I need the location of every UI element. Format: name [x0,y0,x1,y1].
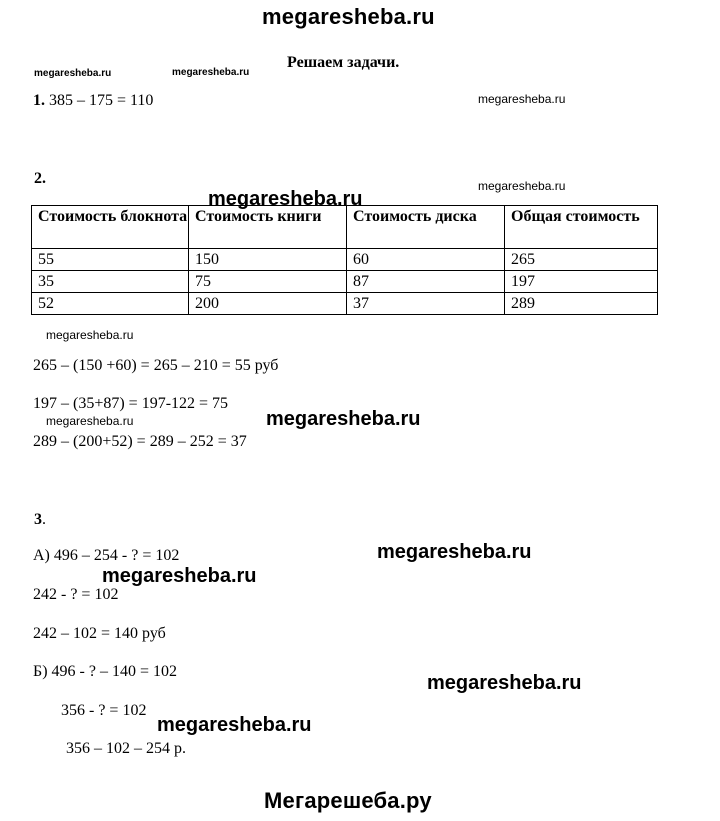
task3-number [34,511,46,529]
header-notebook-cost: Стоимость блокнота [32,206,189,249]
task3-line: А) 496 – 254 - ? = 102 [33,547,180,564]
table-cell: 75 [189,271,347,293]
table-row [32,271,658,293]
table-cell: 87 [347,271,505,293]
task3-number-dot: . [42,511,46,528]
task2-number: 2. [34,170,46,187]
table-cell: 35 [32,271,189,293]
task1-number: 1. [33,92,45,109]
task1 [33,92,153,110]
task1-text: 385 – 175 = 110 [49,92,154,109]
watermark: megaresheba.ru [102,565,257,587]
table-row [32,249,658,271]
footer-watermark: Мегарешеба.ру [264,788,432,813]
task2-line: 265 – (150 +60) = 265 – 210 = 55 руб [33,357,279,374]
watermark: megaresheba.ru [46,328,134,342]
watermark: megaresheba.ru [377,541,532,563]
watermark: megaresheba.ru [157,714,312,736]
table-cell: 60 [347,249,505,271]
watermark: megaresheba.ru [34,68,112,79]
table-row [32,293,658,315]
task3-line: 356 - ? = 102 [61,702,147,719]
task3-line: 242 - ? = 102 [33,586,119,603]
watermark: megaresheba.ru [427,672,582,694]
task3-number-digit: 3 [34,511,42,528]
header-book-cost: Стоимость книги [189,206,347,249]
table-cell: 200 [189,293,347,315]
table-cell: 265 [505,249,658,271]
watermark: megaresheba.ru [478,179,566,193]
cost-table [31,205,658,315]
task2-line: 289 – (200+52) = 289 – 252 = 37 [33,433,247,450]
task3-line: 242 – 102 = 140 руб [33,625,166,642]
table-cell: 52 [32,293,189,315]
page-title: Решаем задачи. [287,54,400,71]
table-header-row [32,206,658,249]
watermark: megaresheba.ru [266,408,421,430]
watermark: megaresheba.ru [46,414,134,428]
watermark: megaresheba.ru [478,92,566,106]
header-total-cost: Общая стоимость [505,206,658,249]
table-cell: 37 [347,293,505,315]
task3-line: 356 – 102 – 254 р. [66,740,186,757]
watermark: megaresheba.ru [172,67,250,78]
table-cell: 289 [505,293,658,315]
header-watermark: megaresheba.ru [262,4,435,29]
task3-line: Б) 496 - ? – 140 = 102 [33,663,177,680]
table-cell: 55 [32,249,189,271]
table-cell: 197 [505,271,658,293]
task2-line: 197 – (35+87) = 197-122 = 75 [33,395,229,412]
watermark: megaresheba.ru [208,188,363,210]
table-cell: 150 [189,249,347,271]
header-disk-cost: Стоимость диска [347,206,505,249]
